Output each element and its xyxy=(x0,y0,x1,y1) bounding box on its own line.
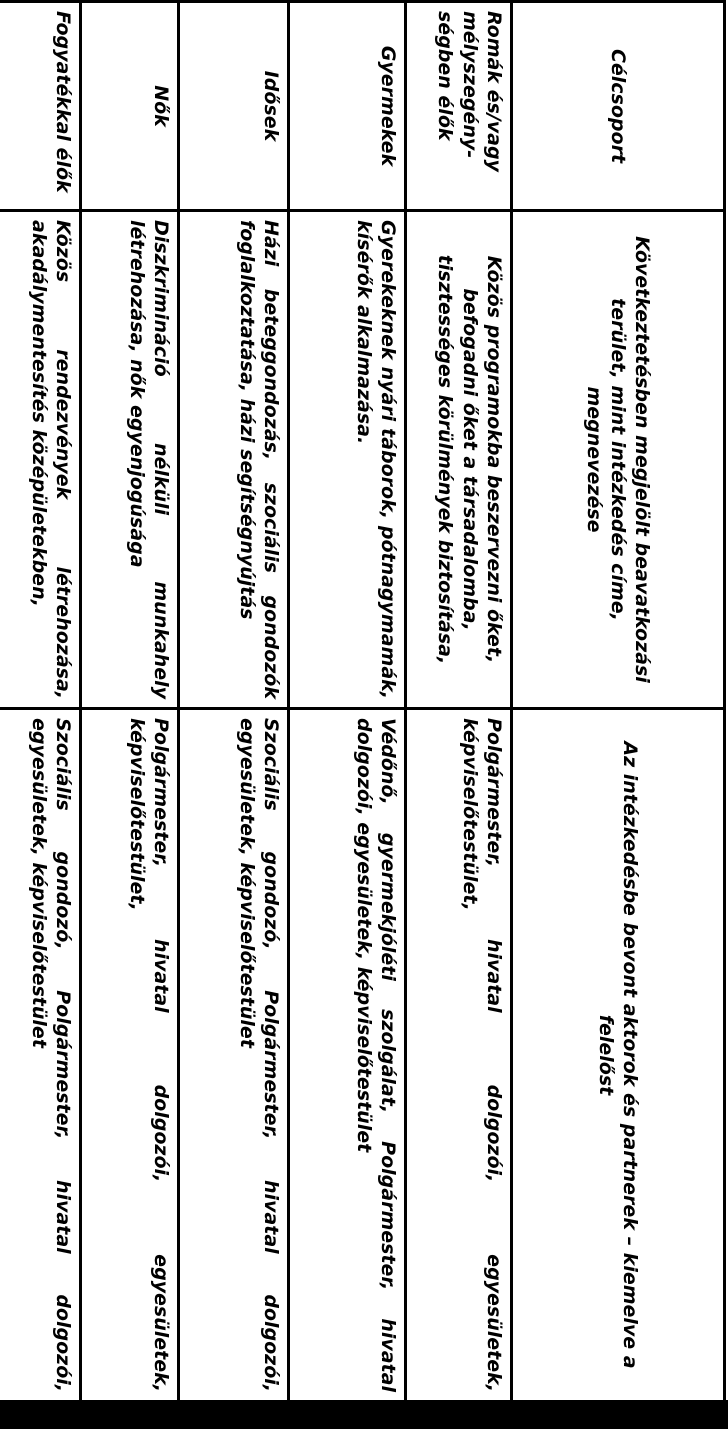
row-group-cell: Fogyatékkal élők xyxy=(0,2,81,211)
row-actors-cell: Szociális gondozó, Polgármester, hivatal dolgozói, egyesületek, képviselőtestület xyxy=(0,709,81,1402)
row-group-cell: Nők xyxy=(81,2,179,211)
row-measure-cell: Közös programokba beszervezni őket, befogadni őket a társadalomba, tisztességes körülmények biztosítása, xyxy=(406,211,512,709)
row-measure-cell: Házi beteggondozás, szociális gondozók foglalkoztatása, házi segítségnyújtás xyxy=(179,211,289,709)
table-row xyxy=(81,2,179,1402)
table-row xyxy=(179,2,289,1402)
row-actors-cell: Polgármester, hivatal dolgozói, egyesületek, képviselőtestület, xyxy=(406,709,512,1402)
header-actors: Az intézkedésbe bevont aktorok és partnerek – kiemelve a felelőst xyxy=(512,709,725,1402)
row-group-cell: Idősek xyxy=(179,2,289,211)
row-measure-cell: Közös rendezvények létrehozása, akadálymentesítés középületekben, xyxy=(0,211,81,709)
row-actors-cell: Polgármester, hivatal dolgozói, egyesületek, képviselőtestület, xyxy=(81,709,179,1402)
table-row xyxy=(289,2,406,1402)
table-header-row xyxy=(512,2,725,1402)
table-row xyxy=(0,2,81,1402)
row-actors-cell: Szociális gondozó, Polgármester, hivatal dolgozói, egyesületek, képviselőtestület xyxy=(179,709,289,1402)
row-measure-cell: Diszkrimináció nélküli munkahely létrehozása, nők egyenjogúsága xyxy=(81,211,179,709)
table-row xyxy=(406,2,512,1402)
row-measure-cell: Gyerekeknek nyári táborok, pótnagymamák, kísérők alkalmazása. xyxy=(289,211,406,709)
row-group-cell: Gyermekek xyxy=(289,2,406,211)
header-target-group: Célcsoport xyxy=(512,2,725,211)
row-group-cell: Romák és/vagy mélyszegény-ségben élők xyxy=(406,2,512,211)
header-measure: Következtetésben megjelölt beavatkozási terület, mint intézkedés címe, megnevezése xyxy=(512,211,725,709)
row-actors-cell: Védőnő, gyermekjóléti szolgálat, Polgármester, hivatal dolgozói, egyesületek, képviselőtestület xyxy=(289,709,406,1402)
scan-edge-bar xyxy=(0,1400,728,1429)
